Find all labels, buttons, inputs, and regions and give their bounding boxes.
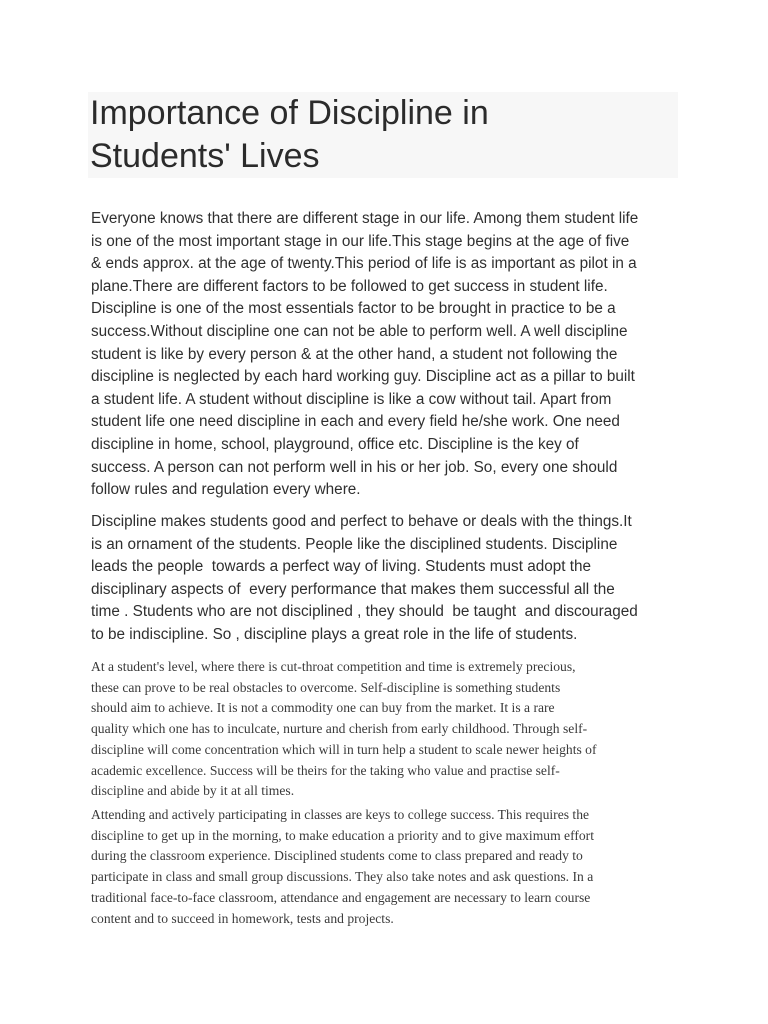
text-line: follow rules and regulation every where. — [91, 481, 361, 499]
text-line: At a student's level, where there is cut-throat competition and time is extremely precious, — [91, 659, 576, 674]
text-line: participate in class and small group discussions. They also take notes and ask questions. In a — [91, 869, 594, 885]
text-line: discipline and abide by it at all times. — [91, 783, 295, 799]
text-line: & ends approx. at the age of twenty.This period of life is as important as pilot in a — [91, 255, 637, 273]
text-line: to be indiscipline. So , discipline plays a great role in the life of students. — [91, 625, 578, 643]
text-line: traditional face-to-face classroom, attendance and engagement are necessary to learn course — [91, 889, 591, 905]
paragraph-4 — [91, 805, 691, 929]
text-line: Discipline is one of the most essentials factor to be brought in practice to be a — [91, 300, 616, 318]
text-line: is an ornament of the students. People like the disciplined students. Discipline — [91, 535, 618, 553]
paragraph-2 — [91, 511, 691, 647]
text-line: academic excellence. Success will be theirs for the taking who value and practise self- — [91, 762, 560, 778]
text-line: discipline will come concentration which will in turn help a student to scale newer heights of — [91, 741, 597, 757]
text-line: plane.There are different factors to be followed to get success in student life. — [91, 277, 608, 295]
text-line: content and to succeed in homework, tests and projects. — [91, 910, 394, 926]
title-line: Importance of Discipline in — [90, 94, 489, 132]
text-line: discipline to get up in the morning, to make education a priority and to give maximum effort — [91, 827, 594, 843]
text-line: time . Students who are not disciplined , they should be taught and discouraged — [91, 603, 638, 621]
text-line: leads the people towards a perfect way of living. Students must adopt the — [91, 558, 591, 576]
text-line: a student life. A student without discipline is like a cow without tail. Apart from — [91, 390, 612, 408]
paragraph-3 — [91, 657, 691, 802]
text-line: Discipline makes students good and perfect to behave or deals with the things.It — [91, 513, 632, 530]
text-line: student life one need discipline in each and every field he/she work. One need — [91, 413, 620, 431]
text-line: should aim to achieve. It is not a commodity one can buy from the market. It is a rare — [91, 700, 555, 716]
text-line: is one of the most important stage in our life.This stage begins at the age of five — [91, 232, 630, 250]
text-line: discipline in home, school, playground, office etc. Discipline is the key of — [91, 435, 579, 453]
text-line: quality which one has to inculcate, nurture and cherish from early childhood. Through self- — [91, 721, 588, 737]
text-line: Attending and actively participating in classes are keys to college success. This requires the — [91, 807, 590, 822]
text-line: these can prove to be real obstacles to overcome. Self-discipline is something students — [91, 679, 561, 695]
text-line: success.Without discipline one can not be able to perform well. A well discipline — [91, 322, 628, 340]
text-line: success. A person can not perform well in his or her job. So, every one should — [91, 458, 618, 476]
text-line: during the classroom experience. Disciplined students come to class prepared and ready to — [91, 848, 583, 864]
text-line: Everyone knows that there are different stage in our life. Among them student life — [91, 210, 639, 227]
text-line: disciplinary aspects of every performance that makes them successful all the — [91, 580, 615, 598]
title-line: Students' Lives — [90, 137, 320, 175]
text-line: student is like by every person & at the other hand, a student not following the — [91, 345, 618, 363]
paragraph-1 — [91, 208, 691, 502]
page-title — [90, 92, 680, 178]
text-line: discipline is neglected by each hard working guy. Discipline act as a pillar to built — [91, 368, 635, 386]
